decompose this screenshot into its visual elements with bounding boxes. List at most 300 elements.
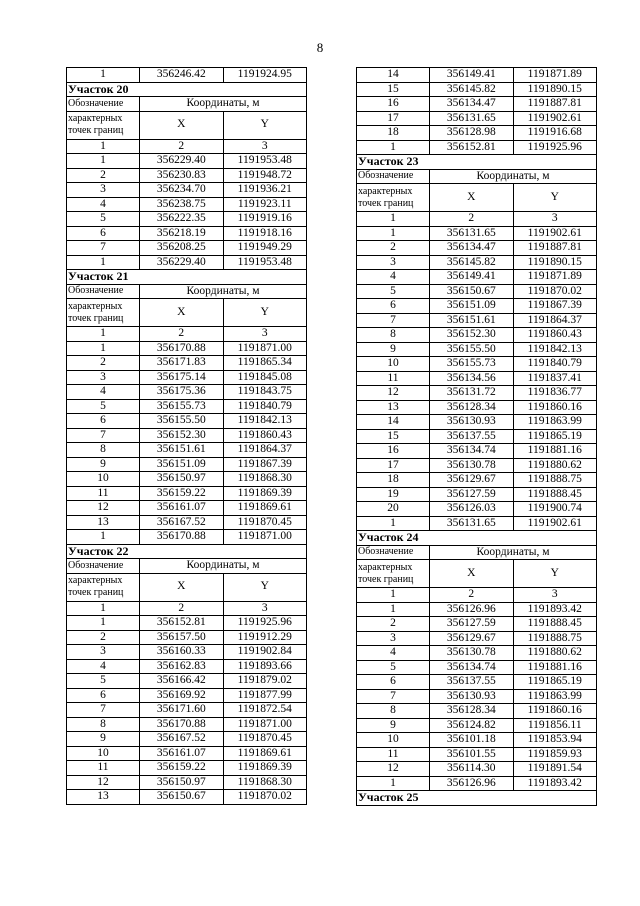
column-index-cell: 3 (223, 327, 307, 342)
y-coordinate-cell: 1191887.81 (513, 241, 597, 256)
column-index-cell: 2 (430, 212, 513, 227)
x-coordinate-cell: 356131.72 (430, 386, 513, 401)
point-number-cell: 13 (357, 400, 430, 415)
coordinates-header-label: Координаты, м (140, 559, 307, 574)
y-coordinate-cell: 1191936.21 (223, 183, 307, 198)
point-number-cell: 6 (67, 226, 140, 241)
y-coordinate-cell: 1191869.61 (223, 501, 307, 516)
y-coordinate-cell: 1191871.00 (223, 341, 307, 356)
column-index-cell: 2 (140, 139, 223, 154)
point-number-cell: 15 (357, 429, 430, 444)
point-number-cell: 11 (357, 747, 430, 762)
section-title: Участок 24 (357, 531, 597, 546)
point-number-cell: 18 (357, 473, 430, 488)
y-coordinate-cell: 1191871.00 (223, 530, 307, 545)
x-coordinate-cell: 356128.98 (430, 126, 513, 141)
coordinate-row (67, 341, 307, 356)
x-coordinate-cell: 356149.41 (430, 270, 513, 285)
y-column-header: Y (223, 111, 307, 139)
coordinate-row (67, 443, 307, 458)
point-number-cell: 1 (67, 341, 140, 356)
coordinate-row (67, 197, 307, 212)
designation-header-label: Обозначение (67, 284, 140, 299)
coordinate-row (357, 733, 597, 748)
y-coordinate-cell: 1191919.16 (223, 212, 307, 227)
column-index-cell: 3 (513, 588, 597, 603)
y-coordinate-cell: 1191902.61 (513, 516, 597, 531)
y-coordinate-cell: 1191912.29 (223, 630, 307, 645)
x-coordinate-cell: 356126.03 (430, 502, 513, 517)
point-number-cell: 17 (357, 111, 430, 126)
coordinate-row (357, 255, 597, 270)
y-coordinate-cell: 1191881.16 (513, 660, 597, 675)
x-coordinate-cell: 356246.42 (140, 68, 223, 83)
coordinate-row (357, 458, 597, 473)
point-number-cell: 1 (67, 255, 140, 270)
designation-header-label (67, 573, 140, 601)
y-column-header: Y (513, 560, 597, 588)
coordinate-row (357, 704, 597, 719)
coordinate-row (357, 371, 597, 386)
coordinates-header-label: Координаты, м (430, 169, 597, 184)
column-index-row (357, 588, 597, 603)
point-number-cell: 8 (67, 443, 140, 458)
x-coordinate-cell: 356152.30 (430, 328, 513, 343)
x-coordinate-cell: 356166.42 (140, 674, 223, 689)
coordinate-row (67, 659, 307, 674)
x-coordinate-cell: 356175.14 (140, 370, 223, 385)
point-number-cell: 3 (67, 645, 140, 660)
point-number-cell: 20 (357, 502, 430, 517)
y-coordinate-cell: 1191836.77 (513, 386, 597, 401)
coordinate-row (357, 762, 597, 777)
table-header-row (67, 559, 307, 574)
designation-line: характерных (358, 185, 413, 197)
x-coordinate-cell: 356167.52 (140, 515, 223, 530)
coordinate-row (357, 415, 597, 430)
coordinate-row (67, 226, 307, 241)
x-coordinate-cell: 356130.93 (430, 415, 513, 430)
table-header-row (357, 545, 597, 560)
coordinate-row (357, 126, 597, 141)
coordinate-row (67, 674, 307, 689)
y-coordinate-cell: 1191837.41 (513, 371, 597, 386)
section-title: Участок 22 (67, 544, 307, 559)
point-number-cell: 16 (357, 97, 430, 112)
right-coordinates-table (356, 67, 597, 806)
column-index-cell: 2 (430, 588, 513, 603)
y-coordinate-cell: 1191902.84 (223, 645, 307, 660)
x-coordinate-cell: 356155.73 (140, 399, 223, 414)
y-coordinate-cell: 1191870.45 (223, 732, 307, 747)
x-coordinate-cell: 356145.82 (430, 82, 513, 97)
y-coordinate-cell: 1191953.48 (223, 154, 307, 169)
x-column-header: X (430, 560, 513, 588)
point-number-cell: 11 (357, 371, 430, 386)
x-coordinate-cell: 356238.75 (140, 197, 223, 212)
point-number-cell: 1 (357, 776, 430, 791)
y-coordinate-cell: 1191893.66 (223, 659, 307, 674)
y-coordinate-cell: 1191948.72 (223, 168, 307, 183)
designation-line: характерных (358, 561, 413, 573)
point-number-cell: 7 (67, 241, 140, 256)
y-coordinate-cell: 1191842.13 (223, 414, 307, 429)
coordinate-row (357, 241, 597, 256)
table-header-row (67, 111, 307, 139)
designation-header-label: Обозначение (357, 545, 430, 560)
coordinate-row (357, 82, 597, 97)
x-coordinate-cell: 356134.74 (430, 444, 513, 459)
y-coordinate-cell: 1191845.08 (223, 370, 307, 385)
y-coordinate-cell: 1191880.62 (513, 458, 597, 473)
coordinate-row (357, 747, 597, 762)
y-coordinate-cell: 1191890.15 (513, 82, 597, 97)
point-number-cell: 15 (357, 82, 430, 97)
y-coordinate-cell: 1191888.75 (513, 473, 597, 488)
designation-line: точек границ (68, 312, 124, 324)
x-coordinate-cell: 356150.97 (140, 472, 223, 487)
designation-header-label (67, 111, 140, 139)
x-column-header: X (140, 573, 223, 601)
point-number-cell: 8 (67, 717, 140, 732)
column-index-cell: 3 (223, 139, 307, 154)
coordinate-row (67, 703, 307, 718)
y-coordinate-cell: 1191840.79 (513, 357, 597, 372)
x-coordinate-cell: 356134.74 (430, 660, 513, 675)
point-number-cell: 2 (67, 168, 140, 183)
y-coordinate-cell: 1191888.75 (513, 631, 597, 646)
coordinate-row (67, 616, 307, 631)
x-coordinate-cell: 356167.52 (140, 732, 223, 747)
point-number-cell: 2 (357, 617, 430, 632)
coordinate-row (357, 502, 597, 517)
x-coordinate-cell: 356152.81 (140, 616, 223, 631)
section-title-row (357, 791, 597, 806)
coordinate-row (67, 717, 307, 732)
x-coordinate-cell: 356152.30 (140, 428, 223, 443)
x-coordinate-cell: 356134.56 (430, 371, 513, 386)
x-coordinate-cell: 356151.61 (140, 443, 223, 458)
y-coordinate-cell: 1191864.37 (513, 313, 597, 328)
point-number-cell: 7 (357, 313, 430, 328)
coordinates-header-label: Координаты, м (430, 545, 597, 560)
y-coordinate-cell: 1191871.00 (223, 717, 307, 732)
point-number-cell: 10 (357, 357, 430, 372)
x-coordinate-cell: 356101.55 (430, 747, 513, 762)
y-coordinate-cell: 1191870.02 (223, 790, 307, 805)
coordinate-row (67, 68, 307, 83)
y-coordinate-cell: 1191843.75 (223, 385, 307, 400)
x-coordinate-cell: 356131.65 (430, 111, 513, 126)
point-number-cell: 10 (357, 733, 430, 748)
x-coordinate-cell: 356150.67 (430, 284, 513, 299)
coordinate-row (67, 385, 307, 400)
point-number-cell: 5 (357, 284, 430, 299)
coordinate-row (67, 530, 307, 545)
coordinate-row (357, 473, 597, 488)
designation-header-label: Обозначение (67, 559, 140, 574)
point-number-cell: 3 (67, 370, 140, 385)
coordinate-row (67, 688, 307, 703)
y-coordinate-cell: 1191879.02 (223, 674, 307, 689)
point-number-cell: 4 (67, 659, 140, 674)
left-coordinates-column (66, 67, 307, 805)
coordinate-row (357, 675, 597, 690)
point-number-cell: 4 (357, 646, 430, 661)
y-coordinate-cell: 1191869.39 (223, 486, 307, 501)
x-coordinate-cell: 356229.40 (140, 154, 223, 169)
designation-header-label (357, 560, 430, 588)
column-index-row (67, 327, 307, 342)
table-header-row (67, 284, 307, 299)
coordinate-row (357, 429, 597, 444)
coordinate-row (67, 790, 307, 805)
designation-header-label (67, 299, 140, 327)
coordinate-row (357, 284, 597, 299)
y-coordinate-cell: 1191953.48 (223, 255, 307, 270)
section-title-row (357, 531, 597, 546)
point-number-cell: 1 (67, 68, 140, 83)
x-coordinate-cell: 356126.96 (430, 776, 513, 791)
column-index-cell: 3 (223, 601, 307, 616)
y-column-header: Y (223, 573, 307, 601)
y-coordinate-cell: 1191880.62 (513, 646, 597, 661)
designation-line: характерных (68, 575, 123, 586)
point-number-cell: 1 (357, 226, 430, 241)
column-index-cell: 1 (357, 588, 430, 603)
coordinate-row (357, 617, 597, 632)
coordinate-row (357, 487, 597, 502)
y-coordinate-cell: 1191900.74 (513, 502, 597, 517)
y-coordinate-cell: 1191902.61 (513, 111, 597, 126)
coordinate-row (357, 386, 597, 401)
point-number-cell: 12 (357, 386, 430, 401)
point-number-cell: 1 (67, 616, 140, 631)
coordinate-row (67, 356, 307, 371)
point-number-cell: 5 (67, 212, 140, 227)
point-number-cell: 8 (357, 704, 430, 719)
point-number-cell: 12 (67, 775, 140, 790)
point-number-cell: 6 (357, 299, 430, 314)
y-coordinate-cell: 1191842.13 (513, 342, 597, 357)
point-number-cell: 9 (357, 718, 430, 733)
x-coordinate-cell: 356129.67 (430, 631, 513, 646)
table-header-row (67, 97, 307, 112)
y-coordinate-cell: 1191870.45 (223, 515, 307, 530)
x-coordinate-cell: 356170.88 (140, 717, 223, 732)
x-coordinate-cell: 356155.50 (140, 414, 223, 429)
designation-header-label: Обозначение (67, 97, 140, 112)
coordinate-row (67, 255, 307, 270)
y-coordinate-cell: 1191891.54 (513, 762, 597, 777)
designation-line: точек границ (358, 573, 414, 585)
x-coordinate-cell: 356160.33 (140, 645, 223, 660)
x-coordinate-cell: 356169.92 (140, 688, 223, 703)
x-coordinate-cell: 356131.65 (430, 516, 513, 531)
point-number-cell: 6 (67, 414, 140, 429)
section-title-row (357, 155, 597, 170)
designation-line: точек границ (68, 125, 124, 136)
x-coordinate-cell: 356124.82 (430, 718, 513, 733)
point-number-cell: 10 (67, 472, 140, 487)
coordinate-row (357, 226, 597, 241)
x-coordinate-cell: 356128.34 (430, 704, 513, 719)
x-coordinate-cell: 356161.07 (140, 501, 223, 516)
coordinate-row (67, 399, 307, 414)
point-number-cell: 4 (357, 270, 430, 285)
point-number-cell: 2 (67, 630, 140, 645)
section-title-row (67, 270, 307, 285)
x-coordinate-cell: 356114.30 (430, 762, 513, 777)
point-number-cell: 13 (67, 515, 140, 530)
coordinate-row (357, 342, 597, 357)
point-number-cell: 9 (67, 732, 140, 747)
section-title: Участок 25 (357, 791, 597, 806)
y-coordinate-cell: 1191868.30 (223, 472, 307, 487)
y-coordinate-cell: 1191877.99 (223, 688, 307, 703)
section-title-row (67, 82, 307, 97)
column-index-cell: 1 (67, 139, 140, 154)
coordinate-row (67, 630, 307, 645)
x-coordinate-cell: 356128.34 (430, 400, 513, 415)
x-coordinate-cell: 356137.55 (430, 675, 513, 690)
x-column-header: X (140, 299, 223, 327)
x-coordinate-cell: 356131.65 (430, 226, 513, 241)
point-number-cell: 1 (67, 530, 140, 545)
y-column-header: Y (513, 184, 597, 212)
x-coordinate-cell: 356222.35 (140, 212, 223, 227)
page-number: 8 (316, 40, 324, 55)
coordinate-row (357, 357, 597, 372)
y-coordinate-cell: 1191864.37 (223, 443, 307, 458)
point-number-cell: 2 (67, 356, 140, 371)
coordinate-row (357, 718, 597, 733)
point-number-cell: 1 (357, 602, 430, 617)
y-coordinate-cell: 1191924.95 (223, 68, 307, 83)
point-number-cell: 2 (357, 241, 430, 256)
x-coordinate-cell: 356159.22 (140, 486, 223, 501)
coordinate-row (357, 776, 597, 791)
y-coordinate-cell: 1191863.99 (513, 415, 597, 430)
point-number-cell: 6 (357, 675, 430, 690)
point-number-cell: 11 (67, 761, 140, 776)
x-coordinate-cell: 356151.61 (430, 313, 513, 328)
section-title: Участок 21 (67, 270, 307, 285)
point-number-cell: 14 (357, 68, 430, 83)
y-coordinate-cell: 1191916.68 (513, 126, 597, 141)
y-coordinate-cell: 1191871.89 (513, 68, 597, 83)
y-coordinate-cell: 1191860.16 (513, 704, 597, 719)
y-coordinate-cell: 1191853.94 (513, 733, 597, 748)
section-title: Участок 23 (357, 155, 597, 170)
y-coordinate-cell: 1191881.16 (513, 444, 597, 459)
x-coordinate-cell: 356162.83 (140, 659, 223, 674)
column-index-cell: 2 (140, 601, 223, 616)
x-coordinate-cell: 356130.78 (430, 458, 513, 473)
x-coordinate-cell: 356134.47 (430, 241, 513, 256)
point-number-cell: 9 (67, 457, 140, 472)
y-coordinate-cell: 1191949.29 (223, 241, 307, 256)
x-coordinate-cell: 356155.73 (430, 357, 513, 372)
x-coordinate-cell: 356155.50 (430, 342, 513, 357)
coordinate-row (67, 428, 307, 443)
x-coordinate-cell: 356150.67 (140, 790, 223, 805)
x-coordinate-cell: 356171.60 (140, 703, 223, 718)
designation-line: характерных (68, 300, 123, 312)
coordinate-row (357, 400, 597, 415)
coordinate-row (67, 761, 307, 776)
designation-line: точек границ (68, 587, 124, 598)
x-coordinate-cell: 356145.82 (430, 255, 513, 270)
column-index-cell: 1 (357, 212, 430, 227)
point-number-cell: 3 (67, 183, 140, 198)
table-header-row (357, 184, 597, 212)
y-coordinate-cell: 1191872.54 (223, 703, 307, 718)
coordinate-row (357, 602, 597, 617)
left-coordinates-table (66, 67, 307, 805)
y-coordinate-cell: 1191890.15 (513, 255, 597, 270)
y-column-header: Y (223, 299, 307, 327)
point-number-cell: 5 (67, 399, 140, 414)
coordinates-header-label: Координаты, м (140, 284, 307, 299)
y-coordinate-cell: 1191925.96 (223, 616, 307, 631)
y-coordinate-cell: 1191869.61 (223, 746, 307, 761)
point-number-cell: 12 (357, 762, 430, 777)
coordinate-row (357, 689, 597, 704)
y-coordinate-cell: 1191860.43 (223, 428, 307, 443)
coordinate-row (67, 183, 307, 198)
x-coordinate-cell: 356229.40 (140, 255, 223, 270)
point-number-cell: 12 (67, 501, 140, 516)
section-title-row (67, 544, 307, 559)
y-coordinate-cell: 1191925.96 (513, 140, 597, 155)
coordinate-row (67, 241, 307, 256)
point-number-cell: 16 (357, 444, 430, 459)
point-number-cell: 19 (357, 487, 430, 502)
coordinate-row (357, 68, 597, 83)
x-coordinate-cell: 356208.25 (140, 241, 223, 256)
x-coordinate-cell: 356149.41 (430, 68, 513, 83)
right-coordinates-column (356, 67, 597, 806)
coordinate-row (67, 472, 307, 487)
y-coordinate-cell: 1191856.11 (513, 718, 597, 733)
x-coordinate-cell: 356126.96 (430, 602, 513, 617)
y-coordinate-cell: 1191870.02 (513, 284, 597, 299)
coordinate-row (357, 646, 597, 661)
designation-line: характерных (68, 113, 123, 124)
x-coordinate-cell: 356129.67 (430, 473, 513, 488)
y-coordinate-cell: 1191860.43 (513, 328, 597, 343)
y-coordinate-cell: 1191923.11 (223, 197, 307, 212)
x-coordinate-cell: 356101.18 (430, 733, 513, 748)
coordinate-row (357, 328, 597, 343)
y-coordinate-cell: 1191859.93 (513, 747, 597, 762)
column-index-cell: 3 (513, 212, 597, 227)
point-number-cell: 17 (357, 458, 430, 473)
x-coordinate-cell: 356218.19 (140, 226, 223, 241)
y-coordinate-cell: 1191860.16 (513, 400, 597, 415)
x-column-header: X (430, 184, 513, 212)
point-number-cell: 14 (357, 415, 430, 430)
x-coordinate-cell: 356134.47 (430, 97, 513, 112)
y-coordinate-cell: 1191893.42 (513, 602, 597, 617)
y-coordinate-cell: 1191869.39 (223, 761, 307, 776)
coordinate-row (357, 299, 597, 314)
x-column-header: X (140, 111, 223, 139)
x-coordinate-cell: 356137.55 (430, 429, 513, 444)
y-coordinate-cell: 1191865.19 (513, 675, 597, 690)
y-coordinate-cell: 1191867.39 (513, 299, 597, 314)
